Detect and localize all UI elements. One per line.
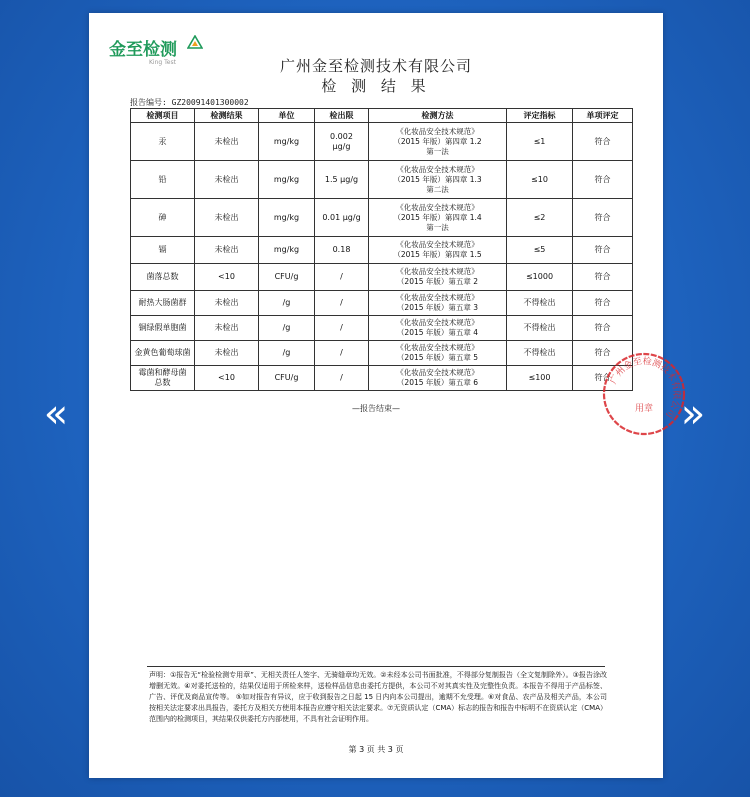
table-cell: 不得检出 bbox=[507, 316, 573, 341]
svg-text:广州金至检测技术有限公司: 广州金至检测技术有限公司 bbox=[608, 356, 682, 420]
table-cell: 未检出 bbox=[195, 199, 259, 237]
document-title: 检 测 结 果 bbox=[321, 77, 431, 95]
table-cell: 不得检出 bbox=[507, 341, 573, 366]
table-cell: / bbox=[315, 316, 369, 341]
table-cell: /g bbox=[259, 316, 315, 341]
table-cell: 《化妆品安全技术规范》 （2015 年版）第四章 1.4 第一法 bbox=[369, 199, 507, 237]
table-cell: 0.18 bbox=[315, 237, 369, 264]
table-cell: / bbox=[315, 341, 369, 366]
table-cell: mg/kg bbox=[259, 199, 315, 237]
table-row bbox=[131, 199, 633, 237]
footer-divider bbox=[147, 666, 605, 667]
table-cell: CFU/g bbox=[259, 264, 315, 291]
report-end-note: —报告结束— bbox=[352, 404, 400, 413]
table-row bbox=[131, 161, 633, 199]
table-cell: ≤1 bbox=[507, 123, 573, 161]
table-cell: 汞 bbox=[131, 123, 195, 161]
company-name: 广州金至检测技术有限公司 bbox=[279, 57, 472, 75]
table-cell: 未检出 bbox=[195, 123, 259, 161]
table-cell: /g bbox=[259, 291, 315, 316]
table-row bbox=[131, 237, 633, 264]
table-cell: 0.002 μg/g bbox=[315, 123, 369, 161]
disclaimer-text: 声明：①报告无“检验检测专用章”、无相关责任人签字、无骑缝章均无效。②未经本公司书面批准，不得部分复制报告（全文复制除外）。③报告涂改增删无效。④对委托送检的，结果仅适用于所检来样，送检样品信息由委托方提供，本公司不对其真实性及完整性负责。本报告不得用于产品标签、广告、评优及商品宣传等。 ⑤如对报告有异议，应于收到报告之日起 15 日内向本公司提出，逾期不允受理。⑥对食品、农产品及相关产品，本公司按相关法定要求出具报告，委托方及相关方使用本报告应遵守相关法定要求。⑦无资质认定（CMA）标志的报告和报告中标明不在资质认定（CMA）范围内的检测项目，其结果仅供委托方内部使用，不具有社会证明作用。 bbox=[149, 671, 607, 723]
table-cell: 镉 bbox=[131, 237, 195, 264]
table-cell: 符合 bbox=[573, 161, 633, 199]
table-cell: 未检出 bbox=[195, 291, 259, 316]
table-cell: 不得检出 bbox=[507, 291, 573, 316]
page-number: 第 3 页 共 3 页 bbox=[348, 745, 404, 754]
table-cell: 《化妆品安全技术规范》 （2015 年版）第五章 4 bbox=[369, 316, 507, 341]
table-row bbox=[131, 291, 633, 316]
table-cell: 铅 bbox=[131, 161, 195, 199]
next-page-button[interactable]: » bbox=[680, 391, 706, 437]
table-cell: ≤5 bbox=[507, 237, 573, 264]
table-cell: 符合 bbox=[573, 316, 633, 341]
table-cell: 未检出 bbox=[195, 316, 259, 341]
table-cell: ≤1000 bbox=[507, 264, 573, 291]
svg-text:用章: 用章 bbox=[634, 404, 654, 414]
table-cell: CFU/g bbox=[259, 366, 315, 391]
table-cell: 耐热大肠菌群 bbox=[131, 291, 195, 316]
column-header: 评定指标 bbox=[507, 109, 573, 123]
table-cell: / bbox=[315, 366, 369, 391]
company-seal bbox=[601, 351, 687, 437]
table-row bbox=[131, 341, 633, 366]
column-header: 检测结果 bbox=[195, 109, 259, 123]
report-page bbox=[89, 13, 682, 778]
table-cell: <10 bbox=[195, 366, 259, 391]
table-cell: 符合 bbox=[573, 199, 633, 237]
table-cell: mg/kg bbox=[259, 161, 315, 199]
table-row bbox=[131, 316, 633, 341]
table-cell: 《化妆品安全技术规范》 （2015 年版）第五章 2 bbox=[369, 264, 507, 291]
table-cell: 铜绿假单胞菌 bbox=[131, 316, 195, 341]
table-cell: 1.5 μg/g bbox=[315, 161, 369, 199]
table-cell: 金黄色葡萄球菌 bbox=[131, 341, 195, 366]
table-cell: 《化妆品安全技术规范》 （2015 年版）第四章 1.3 第二法 bbox=[369, 161, 507, 199]
table-cell: <10 bbox=[195, 264, 259, 291]
table-row bbox=[131, 264, 633, 291]
table-cell: 未检出 bbox=[195, 237, 259, 264]
table-cell: mg/kg bbox=[259, 123, 315, 161]
table-cell: ≤10 bbox=[507, 161, 573, 199]
report-number: 报告编号: GZ20091401300002 bbox=[130, 98, 249, 107]
table-cell: ≤100 bbox=[507, 366, 573, 391]
table-cell: mg/kg bbox=[259, 237, 315, 264]
table-cell: 《化妆品安全技术规范》 （2015 年版）第五章 3 bbox=[369, 291, 507, 316]
table-cell: 未检出 bbox=[195, 161, 259, 199]
logo-name: 金至检测 bbox=[109, 40, 177, 60]
column-header: 检出限 bbox=[315, 109, 369, 123]
table-row bbox=[131, 123, 633, 161]
results-table bbox=[130, 108, 633, 391]
column-header: 检测方法 bbox=[369, 109, 507, 123]
column-header: 检测项目 bbox=[131, 109, 195, 123]
table-cell: 符合 bbox=[573, 264, 633, 291]
table-cell: / bbox=[315, 264, 369, 291]
table-cell: 霉菌和酵母菌 总数 bbox=[131, 366, 195, 391]
logo-mark-icon bbox=[187, 35, 203, 51]
table-cell: 《化妆品安全技术规范》 （2015 年版）第五章 5 bbox=[369, 341, 507, 366]
prev-page-button[interactable]: « bbox=[43, 391, 69, 437]
table-cell: 《化妆品安全技术规范》 （2015 年版）第四章 1.2 第一法 bbox=[369, 123, 507, 161]
table-row bbox=[131, 366, 633, 391]
table-cell: 砷 bbox=[131, 199, 195, 237]
table-cell: 未检出 bbox=[195, 341, 259, 366]
table-cell: 符合 bbox=[573, 237, 633, 264]
table-cell: ≤2 bbox=[507, 199, 573, 237]
table-header-row bbox=[131, 109, 633, 123]
table-cell: 0.01 μg/g bbox=[315, 199, 369, 237]
column-header: 单项评定 bbox=[573, 109, 633, 123]
table-cell: 《化妆品安全技术规范》 （2015 年版）第四章 1.5 bbox=[369, 237, 507, 264]
table-cell: 《化妆品安全技术规范》 （2015 年版）第五章 6 bbox=[369, 366, 507, 391]
logo-sub: King Test bbox=[149, 59, 176, 66]
table-cell: 符合 bbox=[573, 291, 633, 316]
table-cell: /g bbox=[259, 341, 315, 366]
table-cell: / bbox=[315, 291, 369, 316]
column-header: 单位 bbox=[259, 109, 315, 123]
table-cell: 符合 bbox=[573, 123, 633, 161]
table-body bbox=[131, 123, 633, 391]
table-cell: 符合 bbox=[573, 341, 633, 366]
table-cell: 菌落总数 bbox=[131, 264, 195, 291]
table-cell: 符合 bbox=[573, 366, 633, 391]
